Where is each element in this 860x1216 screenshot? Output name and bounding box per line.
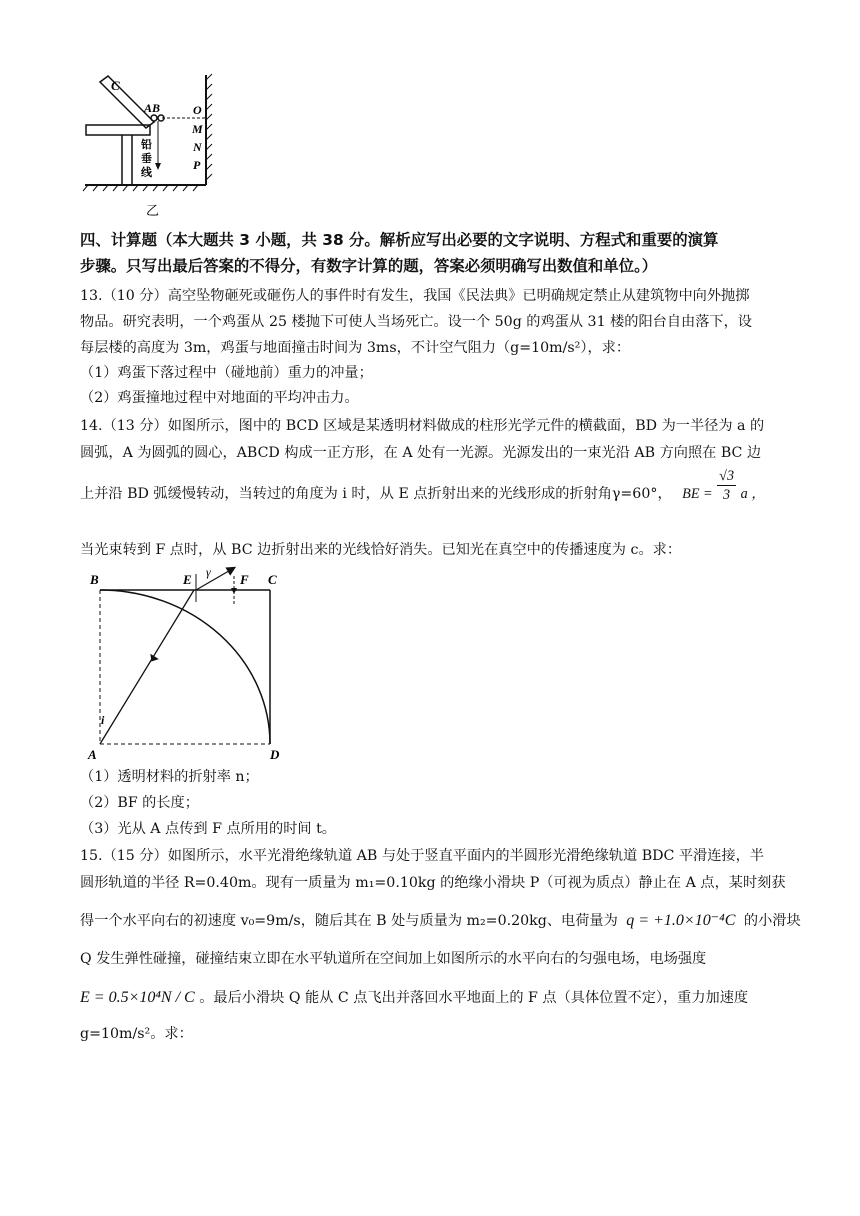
q15-line5 (80, 988, 780, 1008)
fig1-plumb-2: 垂 (141, 153, 152, 165)
fig1-label-N: N (193, 140, 202, 154)
q15-line3 (80, 911, 801, 931)
fig1-label-P: P (193, 158, 201, 172)
q14-line3 (80, 467, 780, 504)
q15-line5-post: 。最后小滑块 Q 能从 C 点飞出并落回水平地面上的 F 点（具体位置不定），重力加速度 (199, 990, 749, 1006)
fig1-plumb-1: 铅 (141, 139, 152, 151)
q14-sub3: （3）光从 A 点传到 F 点所用的时间 t。 (80, 821, 336, 837)
fig2-label-gamma: γ (206, 565, 211, 579)
q14-sub2: （2）BF 的长度； (80, 795, 199, 811)
fig1-label-O: O (193, 103, 202, 117)
q14-sub1: （1）透明材料的折射率 n； (80, 769, 259, 785)
q15-field-eq: E = 0.5×10⁴N / C (80, 989, 195, 1006)
plumb-line-figure (80, 70, 230, 220)
q14-be-fraction (717, 467, 736, 504)
optics-figure (84, 564, 290, 764)
fig1-label-AB: AB (144, 101, 161, 115)
fig2-label-i: i (101, 713, 105, 727)
q14-line1: 14.（13 分）如图所示，图中的 BCD 区域是某透明材料做成的柱形光学元件的横截面，BD 为一半径为 a 的 (80, 418, 765, 434)
fig2-label-B: B (90, 572, 99, 587)
q14-be-den: 3 (723, 486, 731, 503)
q15-line2: 圆形轨道的半径 R=0.40m。现有一质量为 m₁=0.10kg 的绝缘小滑块 P（可视为质点）静止在 A 点，某时刻获 (80, 875, 786, 891)
fig2-label-F: F (240, 572, 249, 587)
q13-line3: 每层楼的高度为 3m，鸡蛋与地面撞击时间为 3ms，不计空气阻力（g=10m/s²），求： (80, 340, 631, 356)
q15-line4: Q 发生弹性碰撞，碰撞结束立即在水平轨道所在空间加上如图所示的水平向右的匀强电场，电场强度 (80, 951, 707, 967)
q13-sub2: （2）鸡蛋撞地过程中对地面的平均冲击力。 (80, 390, 359, 406)
section-heading-line1: 四、计算题（本大题共 3 小题，共 38 分。解析应写出必要的文字说明、方程式和重要的演算 (80, 231, 719, 249)
fig1-caption: 乙 (146, 203, 160, 218)
q15-charge-eq: q = +1.0×10⁻⁴C (626, 912, 736, 929)
fig1-label-M: M (192, 122, 203, 136)
q15-line3-post: 的小滑块 (743, 913, 801, 929)
q14-be-post: a ， (740, 486, 766, 502)
fig1-plumb-3: 线 (141, 167, 152, 179)
fig2-label-A: A (88, 747, 97, 762)
q15-line3-pre: 得一个水平向右的初速度 v₀=9m/s，随后其在 B 处与质量为 m₂=0.20kg、电荷量为 (80, 913, 618, 929)
fig2-label-E: E (183, 572, 192, 587)
q14-line4: 当光束转到 F 点时，从 BC 边折射出来的光线恰好消失。已知光在真空中的传播速度为 c。求： (80, 542, 682, 558)
section-heading-line2: 步骤。只写出最后答案的不得分，有数字计算的题，答案必须明确写出数值和单位。） (80, 257, 658, 275)
q15-line1: 15.（15 分）如图所示，水平光滑绝缘轨道 AB 与处于竖直平面内的半圆形光滑绝缘轨道 BDC 平滑连接，半 (80, 848, 764, 864)
q14-line3-pre: 上并沿 BD 弧缓慢转动，当转过的角度为 i 时，从 E 点折射出来的光线形成的折射角γ=60°， (80, 486, 672, 502)
q14-line2: 圆弧，A 为圆弧的圆心，ABCD 构成一正方形，在 A 处有一光源。光源发出的一束光沿 AB 方向照在 BC 边 (80, 445, 762, 461)
fig1-label-C: C (111, 78, 120, 93)
q15-line6: g=10m/s²。求： (80, 1026, 193, 1042)
q13-line1: 13.（10 分）高空坠物砸死或砸伤人的事件时有发生，我国《民法典》已明确规定禁止从建筑物中向外抛掷 (80, 288, 750, 304)
fig2-label-C: C (268, 572, 277, 587)
q14-be-num: √3 (719, 467, 735, 484)
fig2-label-D: D (270, 747, 280, 762)
q13-sub1: （1）鸡蛋下落过程中（碰地前）重力的冲量； (80, 365, 373, 381)
q14-be-eq: BE = (682, 486, 713, 502)
q13-line2: 物品。研究表明，一个鸡蛋从 25 楼抛下可使人当场死亡。设一个 50g 的鸡蛋从 31 楼的阳台自由落下，设 (80, 314, 752, 330)
